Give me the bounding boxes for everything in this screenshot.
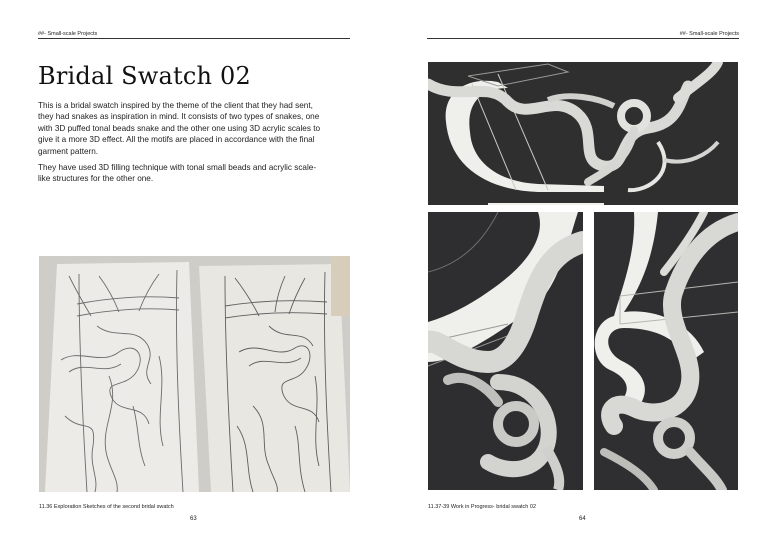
figure-caption: 11.36 Exploration Sketches of the second bridal swatch [39, 504, 174, 510]
right-page [389, 0, 777, 549]
work-in-progress-photo-3 [594, 212, 738, 490]
figure-caption: 11.37-39 Work in Progress- bridal swatch 02 [428, 504, 537, 510]
page-title: Bridal Swatch 02 [38, 62, 251, 90]
header-rule [38, 38, 350, 39]
body-paragraph-2: They have used 3D filling technique with tonal small beads and acrylic scale-like structures for the other one. [38, 163, 317, 184]
sketch-photo [39, 256, 350, 492]
body-paragraph-1: This is a bridal swatch inspired by the theme of the client that they had sent, they had snakes as inspiration in mind. It consists of two types of snakes, one with 3D puffed tonal beads snake and the other one using 3D acrylic scales to give it a more 3D effect. All the motifs are placed in accordance with the final garment pattern. [38, 101, 321, 156]
page-number: 63 [190, 516, 197, 522]
work-in-progress-photo-2 [428, 212, 583, 490]
running-header: ##- Small-scale Projects [38, 31, 98, 37]
page-number: 64 [579, 516, 586, 522]
running-header: ##- Small-scale Projects [679, 31, 739, 37]
left-page [0, 0, 388, 549]
work-in-progress-photo-1 [428, 62, 738, 205]
header-rule [427, 38, 739, 39]
